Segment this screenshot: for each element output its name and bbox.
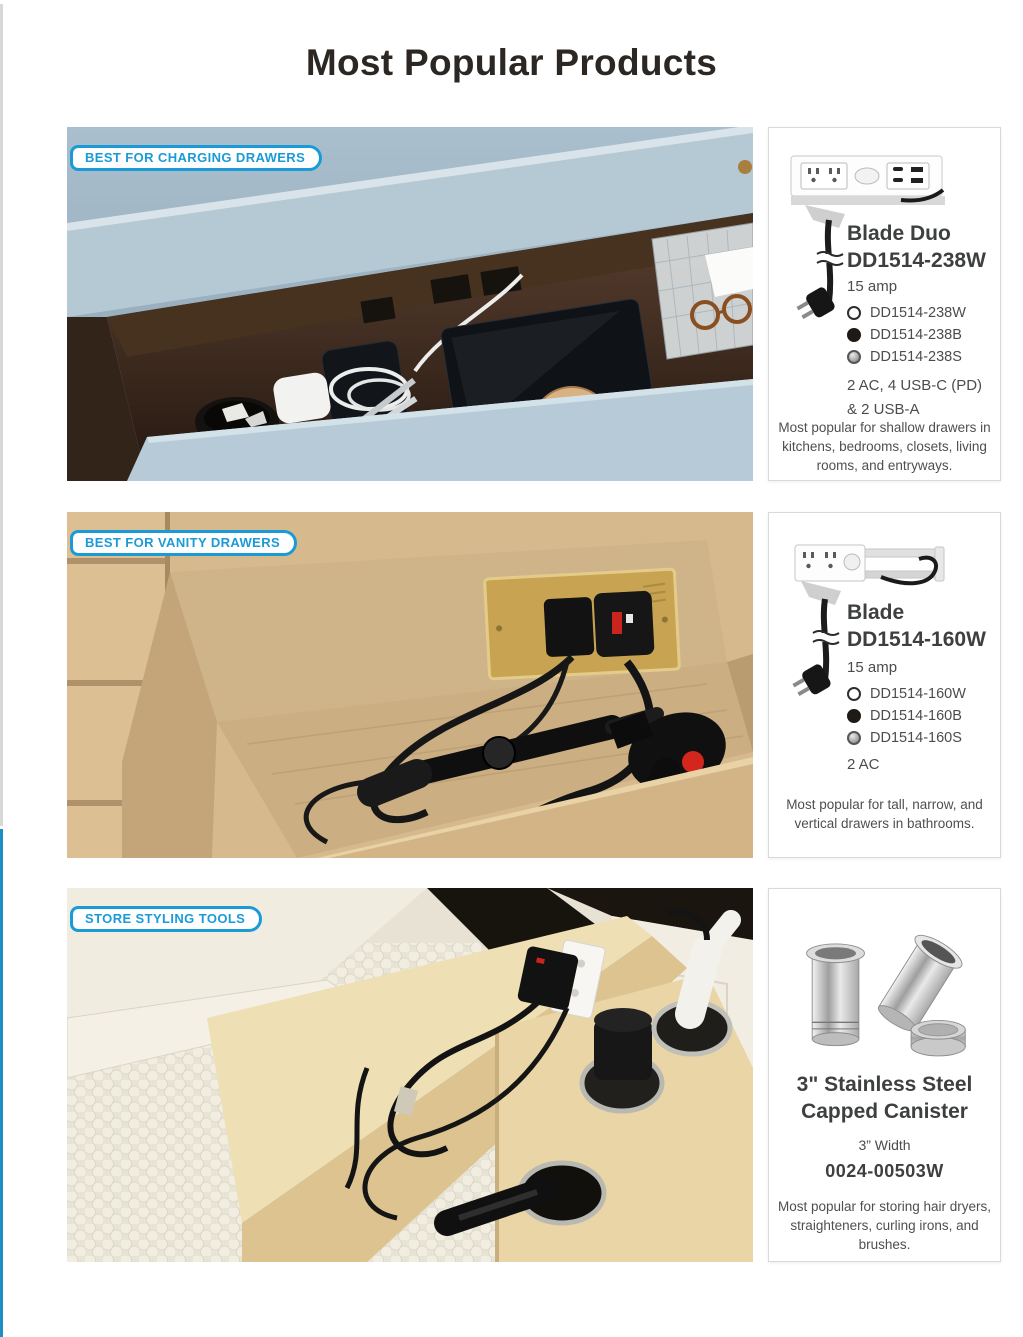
upright-canister [807, 944, 865, 1046]
stainless-canister-set-icon [790, 929, 980, 1069]
cord-break-mark [813, 631, 839, 644]
styling-tools-photo [67, 888, 753, 1262]
product-title [769, 1071, 1000, 1125]
canister-cap [911, 1020, 965, 1055]
product-name: Blade [847, 601, 905, 624]
silver-finish-swatch-icon [847, 350, 861, 364]
product-model: DD1514-160W [847, 628, 986, 651]
finish-label: DD1514-160W [870, 686, 966, 702]
plugged-in-plugs [544, 591, 655, 658]
product-description: Most popular for tall, narrow, and vertical drawers in bathrooms. [786, 797, 983, 831]
charging-drawer-illustration [67, 127, 753, 481]
white-finish-swatch-icon [847, 306, 861, 320]
black-finish-swatch-icon [847, 328, 861, 342]
canister-card [768, 888, 1001, 1262]
finish-options [847, 302, 966, 368]
blade-duo-card [768, 127, 1001, 481]
finish-options [847, 683, 966, 749]
finish-option-black [847, 705, 966, 727]
product-model: DD1514-238W [847, 249, 986, 272]
vanity-drawer-photo [67, 512, 753, 858]
product-title [847, 220, 986, 274]
width-spec: 3” Width [858, 1137, 911, 1153]
black-finish-swatch-icon [847, 709, 861, 723]
white-finish-swatch-icon [847, 687, 861, 701]
styling-tools-badge: STORE STYLING TOOLS [70, 906, 262, 932]
product-description: Most popular for storing hair dryers, straighteners, curling irons, and brushes. [777, 1199, 992, 1252]
brass-knob [738, 160, 752, 174]
finish-label: DD1514-160B [870, 708, 962, 724]
finish-option-black [847, 324, 966, 346]
product-title [847, 599, 986, 653]
spec-line-2: & 2 USB-A [847, 401, 920, 418]
finish-label: DD1514-238B [870, 327, 962, 343]
product-sku: 0024-00503W [825, 1161, 944, 1181]
cord-break-mark [817, 252, 843, 265]
row-styling-tools [0, 888, 1023, 1262]
finish-label: DD1514-238W [870, 305, 966, 321]
styling-tools-illustration [67, 888, 753, 1262]
finish-option-white [847, 683, 966, 705]
finish-label: DD1514-160S [870, 730, 962, 746]
charging-drawers-badge: BEST FOR CHARGING DRAWERS [70, 145, 322, 171]
amp-rating: 15 amp [847, 659, 898, 676]
product-name-line-1: 3" Stainless Steel [796, 1073, 973, 1096]
spec-line-1: 2 AC, 4 USB-C (PD) [847, 377, 983, 394]
vanity-drawers-badge: BEST FOR VANITY DRAWERS [70, 530, 297, 556]
earbuds-case [272, 371, 333, 425]
product-description: Most popular for shallow drawers in kitchens, bedrooms, closets, living rooms, and entryways. [778, 420, 991, 473]
blade-card [768, 512, 1001, 858]
finish-option-white [847, 302, 966, 324]
page-title: Most Popular Products [305, 42, 718, 83]
product-name: Blade Duo [847, 222, 951, 245]
charging-drawer-photo [67, 127, 753, 481]
finish-option-silver [847, 346, 966, 368]
row-charging-drawers [0, 127, 1023, 481]
silver-finish-swatch-icon [847, 731, 861, 745]
finish-option-silver [847, 727, 966, 749]
finish-label: DD1514-238S [870, 349, 962, 365]
amp-rating: 15 amp [847, 278, 898, 295]
row-vanity-drawers [0, 512, 1023, 858]
canister-product-image [790, 929, 980, 1069]
mesh-basket [652, 223, 753, 359]
product-name-line-2: Capped Canister [801, 1100, 968, 1123]
looped-cable [881, 558, 936, 584]
outlet-spec [847, 374, 982, 422]
outlet-spec: 2 AC [847, 756, 880, 773]
vanity-drawer-illustration [67, 512, 753, 858]
